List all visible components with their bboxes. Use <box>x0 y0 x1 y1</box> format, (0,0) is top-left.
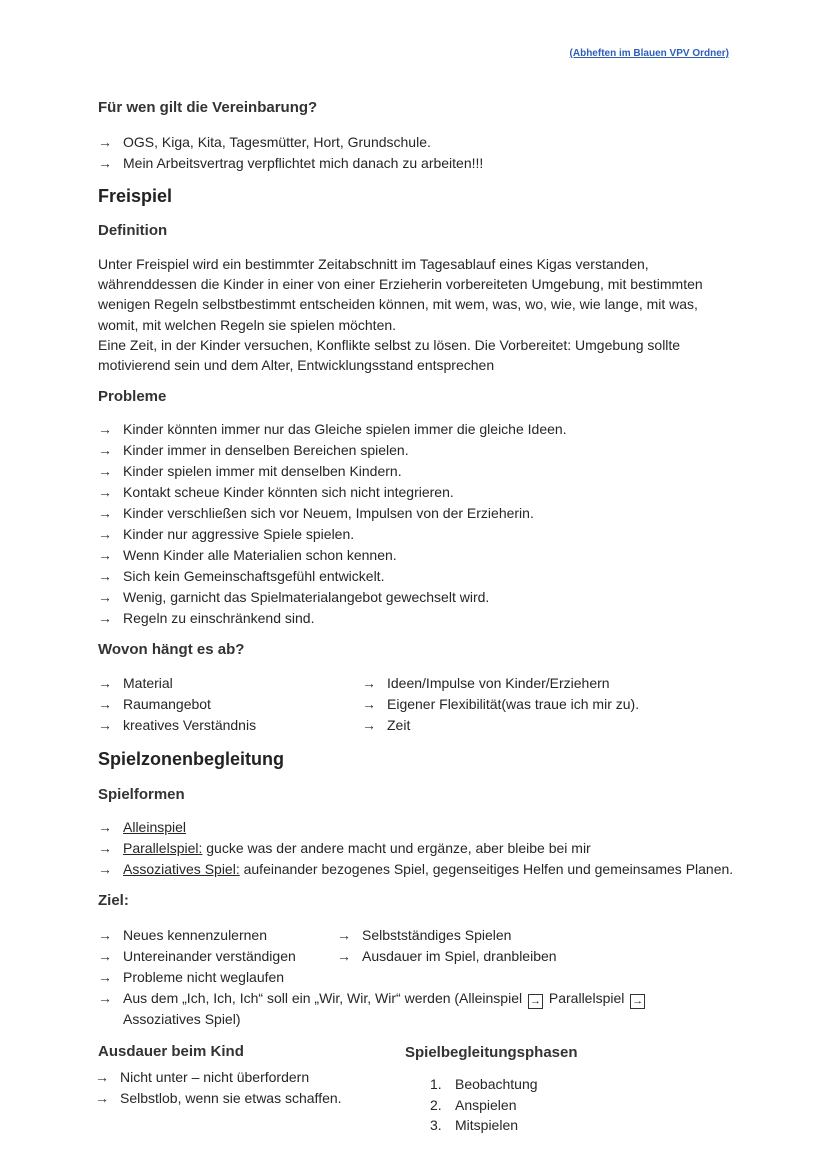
heading-freispiel: Freispiel <box>98 186 173 206</box>
ausdauer-list <box>95 1067 342 1109</box>
list-item: → Sich kein Gemeinschaftsgefühl entwickelt. <box>98 566 567 587</box>
list-item: → Kinder verschließen sich vor Neuem, Impulsen von der Erzieherin. <box>98 503 567 524</box>
list-item: → Mein Arbeitsvertrag verpflichtet mich danach zu arbeiten!!! <box>98 153 483 174</box>
wovon-right-list <box>362 673 639 736</box>
list-item: 2. Anspielen <box>430 1096 517 1113</box>
boxed-arrow-icon: → <box>530 995 541 1007</box>
arrow-icon: → <box>362 696 376 712</box>
list-item: → Kontakt scheue Kinder könnten sich nicht integrieren. <box>98 482 567 503</box>
list-item: → Kinder spielen immer mit denselben Kindern. <box>98 461 567 482</box>
arrow-icon: → <box>98 463 112 479</box>
arrow-icon: → <box>98 134 112 150</box>
list-item: → Ideen/Impulse von Kinder/Erziehern <box>362 673 639 694</box>
heading-spielbegleitungsphasen: Spielbegleitungsphasen <box>405 1044 578 1061</box>
list-item: → Kinder immer in denselben Bereichen spielen. <box>98 440 567 461</box>
heading-spielzonenbegleitung: Spielzonenbegleitung <box>98 749 285 769</box>
heading-spielformen: Spielformen <box>98 786 185 803</box>
arrow-icon: → <box>98 696 112 712</box>
heading-ausdauer: Ausdauer beim Kind <box>98 1043 244 1060</box>
ziel-right-list <box>337 925 557 967</box>
list-item: → Untereinander verständigen <box>98 946 647 967</box>
filing-note: (Abheften im Blauen VPV Ordner) <box>569 48 729 59</box>
heading-definition: Definition <box>98 222 168 239</box>
list-item: 3. Mitspielen <box>430 1117 519 1133</box>
arrow-icon: → <box>98 990 112 1006</box>
list-item: → kreatives Verständnis <box>98 715 256 736</box>
list-item: → Probleme nicht weglaufen <box>98 967 647 988</box>
arrow-icon: → <box>98 861 112 877</box>
arrow-icon: → <box>98 948 112 964</box>
arrow-icon: → <box>98 505 112 521</box>
arrow-icon: → <box>98 969 112 985</box>
arrow-icon: → <box>98 421 112 437</box>
arrow-icon: → <box>98 589 112 605</box>
list-item: → OGS, Kiga, Kita, Tagesmütter, Hort, Grundschule. <box>98 132 483 153</box>
arrow-icon: → <box>98 568 112 584</box>
list-item: → Raumangebot <box>98 694 256 715</box>
list-item: → Assoziatives Spiel: aufeinander bezogenes Spiel, gegenseitiges Helfen und gemeinsames Planen. <box>98 859 733 880</box>
phasen-list <box>430 1074 538 1136</box>
arrow-icon: → <box>98 442 112 458</box>
arrow-icon: → <box>95 1090 109 1106</box>
list-item: → Parallelspiel: gucke was der andere macht und ergänze, aber bleibe bei mir <box>98 838 733 859</box>
heading-fuer-wen: Für wen gilt die Vereinbarung? <box>98 99 318 116</box>
list-item: → Ausdauer im Spiel, dranbleiben <box>337 946 557 967</box>
arrow-icon: → <box>98 675 112 691</box>
list-item: → Kinder nur aggressive Spiele spielen. <box>98 524 567 545</box>
list-item: → Neues kennenzulernen <box>98 925 647 946</box>
list-item: → Zeit <box>362 715 639 736</box>
arrow-icon: → <box>337 948 351 964</box>
boxed-arrow-icon: → <box>632 995 644 1007</box>
arrow-icon: → <box>98 526 112 542</box>
fuer-wen-list <box>98 132 483 174</box>
list-item: → Selbstständiges Spielen <box>337 925 557 946</box>
wovon-left-list <box>98 673 256 736</box>
list-item: → Kinder könnten immer nur das Gleiche spielen immer die gleiche Ideen. <box>98 419 567 440</box>
arrow-icon: → <box>362 675 376 691</box>
arrow-icon: → <box>362 717 376 733</box>
list-item: → Wenn Kinder alle Materialien schon kennen. <box>98 545 567 566</box>
arrow-icon: → <box>98 840 112 856</box>
definition-text: Unter Freispiel wird ein bestimmter Zeitabschnitt im Tagesablauf eines Kigas verstanden, währenddessen die Kinder in einer von einer Erzieherin vorbereiteten Umgebung, mit bestimmten wenigen Regeln selbstbestimmt entscheiden können, mit wem, was, wo, wie, wie lange, mit was, womit, mit welchen Regeln sie spielen möchten. Eine Zeit, in der Kinder versuchen, Konflikte selbst zu lösen. Die Vorbereitet: Umgebung sollte motivierend sein und dem Alter, Entwicklungsstand entsprechen <box>98 256 703 374</box>
list-item: → Eigener Flexibilität(was traue ich mir zu). <box>362 694 639 715</box>
arrow-icon: → <box>98 819 112 835</box>
list-item: → Nicht unter – nicht überfordern <box>95 1067 342 1088</box>
list-item: → Selbstlob, wenn sie etwas schaffen. <box>95 1088 342 1109</box>
arrow-icon: → <box>98 155 112 171</box>
arrow-icon: → <box>98 484 112 500</box>
list-item: → Regeln zu einschränkend sind. <box>98 608 567 629</box>
heading-wovon: Wovon hängt es ab? <box>98 641 245 658</box>
arrow-icon: → <box>337 927 351 943</box>
arrow-icon: → <box>98 547 112 563</box>
probleme-list <box>98 419 567 629</box>
heading-ziel: Ziel: <box>98 892 129 909</box>
list-item: → Material <box>98 673 256 694</box>
arrow-icon: → <box>95 1069 109 1085</box>
list-item: → Wenig, garnicht das Spielmaterialangebot gewechselt wird. <box>98 587 567 608</box>
list-item: 1. Beobachtung <box>430 1076 538 1092</box>
heading-probleme: Probleme <box>98 388 167 405</box>
list-item: → Alleinspiel <box>98 817 733 838</box>
spielformen-list <box>98 817 733 880</box>
arrow-icon: → <box>98 927 112 943</box>
arrow-icon: → <box>98 610 112 626</box>
arrow-icon: → <box>98 717 112 733</box>
list-item: → Aus dem „Ich, Ich, Ich“ soll ein „Wir, Wir, Wir“ werden (Alleinspiel → Parallelspiel → <box>98 990 644 1007</box>
list-item-continuation: Assoziatives Spiel) <box>123 1011 241 1027</box>
